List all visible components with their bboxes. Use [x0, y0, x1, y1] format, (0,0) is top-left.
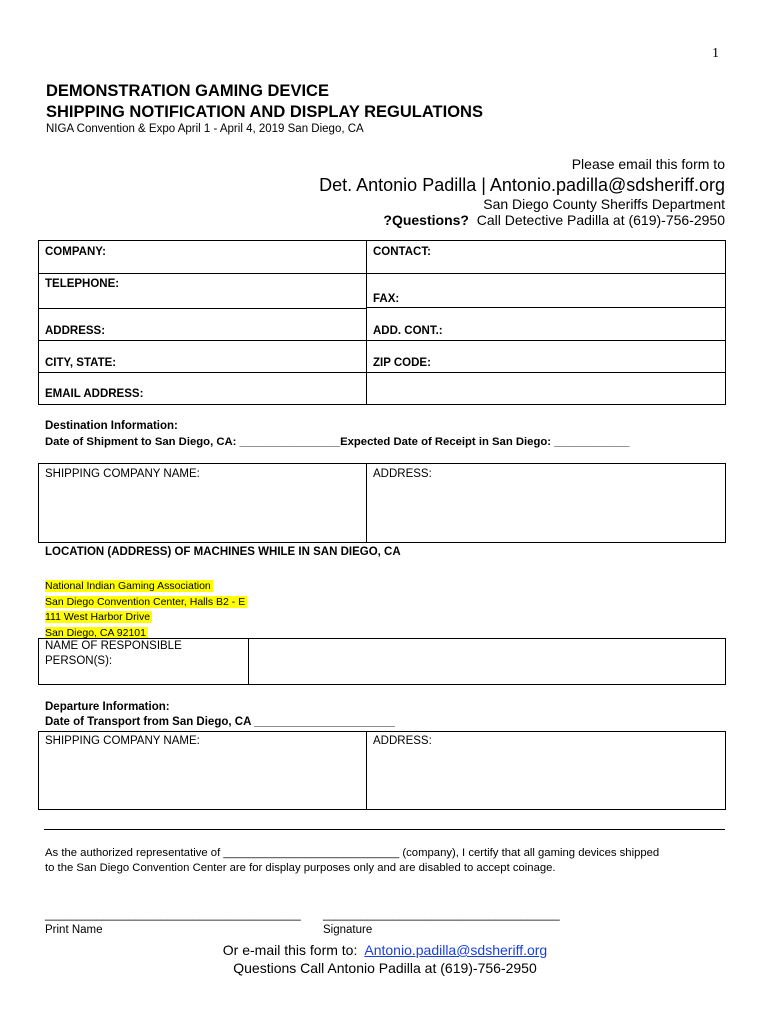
questions-label: ?Questions?	[383, 212, 469, 228]
signature-label: Signature	[323, 924, 373, 936]
form-title-line1: DEMONSTRATION GAMING DEVICE	[46, 82, 329, 100]
please-email-text: Please email this form to	[571, 156, 725, 172]
address-field[interactable]: ADDRESS:	[45, 325, 106, 337]
contact-field[interactable]: CONTACT:	[373, 246, 431, 258]
page-number: 1	[712, 46, 719, 61]
questions-line	[383, 212, 725, 228]
company-info-table	[38, 240, 726, 405]
responsible-label-line1: NAME OF RESPONSIBLE	[45, 640, 182, 652]
section-divider	[44, 829, 725, 830]
city-state-field[interactable]: CITY, STATE:	[45, 357, 117, 369]
destination-address-field[interactable]: ADDRESS:	[373, 468, 432, 480]
table-row-divider	[38, 273, 726, 274]
destination-heading: Destination Information:	[45, 420, 178, 432]
destination-date-line[interactable]: Date of Shipment to San Diego, CA: ________________Expected Date of Receipt in San Diego: ____________	[45, 436, 630, 448]
print-name-line[interactable]: ________________________________________	[45, 909, 301, 921]
departure-heading: Departure Information:	[45, 701, 170, 713]
footer-email-line	[0, 942, 770, 958]
responsible-label-line2: PERSON(S):	[45, 655, 113, 667]
company-field[interactable]: COMPANY:	[45, 246, 106, 258]
zip-code-field[interactable]: ZIP CODE:	[373, 357, 431, 369]
add-cont-field[interactable]: ADD. CONT.:	[373, 325, 443, 337]
location-address-line: San Diego Convention Center, Halls B2 - E	[45, 595, 246, 608]
location-heading: LOCATION (ADDRESS) OF MACHINES WHILE IN SAN DIEGO, CA	[45, 546, 401, 558]
responsible-person-input[interactable]	[249, 639, 725, 684]
destination-shipping-company-field[interactable]: SHIPPING COMPANY NAME:	[45, 468, 200, 480]
certification-line2: to the San Diego Convention Center are for display purposes only and are disabled to accept coinage.	[45, 862, 556, 874]
telephone-field[interactable]: TELEPHONE:	[45, 278, 120, 290]
signature-line[interactable]: _____________________________________	[323, 909, 560, 921]
fax-field[interactable]: FAX:	[373, 293, 400, 305]
footer-email-link[interactable]: Antonio.padilla@sdsheriff.org	[364, 942, 548, 958]
print-name-label: Print Name	[45, 924, 103, 936]
table-divider	[366, 731, 367, 810]
location-address-line: San Diego, CA 92101	[45, 627, 146, 640]
form-title-line2: SHIPPING NOTIFICATION AND DISPLAY REGULATIONS	[46, 103, 483, 121]
departure-shipping-company-field[interactable]: SHIPPING COMPANY NAME:	[45, 735, 200, 747]
table-row-divider	[38, 308, 366, 309]
form-subtitle: NIGA Convention & Expo April 1 - April 4, 2019 San Diego, CA	[46, 123, 364, 135]
certification-line1[interactable]: As the authorized representative of ____________________________ (company), I certify that all gaming devices shipped	[45, 847, 660, 859]
location-address-line: National Indian Gaming Association	[45, 580, 211, 592]
departure-date-line[interactable]: Date of Transport from San Diego, CA ______________________	[45, 716, 395, 728]
questions-text: Call Detective Padilla at (619)-756-2950	[476, 212, 725, 228]
table-row-divider	[38, 372, 726, 373]
table-divider	[366, 240, 367, 405]
footer-email-prefix: Or e-mail this form to:	[222, 942, 358, 958]
email-address-field[interactable]: EMAIL ADDRESS:	[45, 388, 144, 400]
table-row-divider	[38, 340, 726, 341]
footer-questions: Questions Call Antonio Padilla at (619)-756-2950	[233, 960, 537, 976]
table-row-divider	[366, 307, 726, 308]
table-divider	[366, 463, 367, 543]
location-address-line: 111 West Harbor Drive	[45, 611, 151, 624]
detective-contact: Det. Antonio Padilla | Antonio.padilla@sdsheriff.org	[319, 175, 725, 195]
location-address-block	[45, 576, 247, 639]
department-name: San Diego County Sheriffs Department	[483, 196, 725, 212]
departure-address-field[interactable]: ADDRESS:	[373, 735, 432, 747]
